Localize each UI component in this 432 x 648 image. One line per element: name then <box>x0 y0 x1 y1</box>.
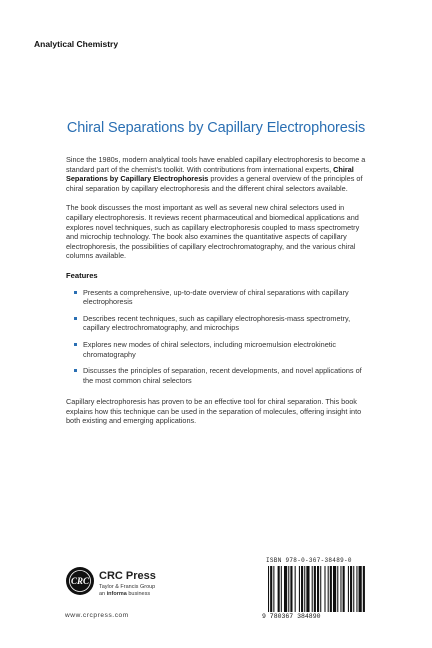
publisher-name: CRC Press <box>99 570 156 582</box>
paragraph-topics: The book discusses the most important as well as several new chiral selectors used in capillary electrophoresis. It reviews recent pharmaceutical and biomedical applications and explores novel techniques, such as capillary electrophoresis coupled to mass spectrometry and microchip technology. The book also examines the quantitative aspects of capillary electrophoresis, the possibilities of capillary electrochromatography, and the various chiral columns available. <box>66 203 360 261</box>
feature-item <box>74 314 368 333</box>
barcode-bar <box>268 566 269 612</box>
bullet-icon <box>74 343 77 346</box>
crc-logo-icon <box>65 566 95 596</box>
barcode-bar <box>333 566 336 612</box>
barcode-bar <box>284 566 287 612</box>
barcode-bar <box>270 566 272 612</box>
barcode-bar <box>340 566 341 612</box>
feature-text: Discusses the principles of separation, recent developments, and novel applications of the most common chiral selectors <box>83 366 362 385</box>
feature-text: Presents a comprehensive, up-to-date overview of chiral separations with capillary electrophoresis <box>83 287 349 307</box>
bullet-icon <box>74 291 77 294</box>
barcode-bar <box>324 566 325 612</box>
feature-text: Describes recent techniques, such as capillary electrophoresis-mass spectrometry, capillary electrochromatography, and microchips <box>83 313 351 333</box>
business-suffix: business <box>128 591 151 597</box>
features-list <box>66 288 368 386</box>
barcode-bar <box>295 566 296 612</box>
barcode-bar <box>330 566 332 612</box>
barcode-bar <box>317 566 319 612</box>
series-name: Analytical Chemistry <box>34 39 119 49</box>
barcode-bar <box>337 566 338 612</box>
business-brand: informa <box>106 591 127 597</box>
isbn-label: ISBN 978-0-367-38489-0 <box>266 557 352 564</box>
business-prefix: an <box>99 591 106 597</box>
barcode-bar <box>278 566 280 612</box>
bullet-icon <box>74 369 77 372</box>
barcode-digits: 9 780367 384890 <box>262 613 321 620</box>
description <box>66 155 368 436</box>
publisher-business <box>99 591 150 597</box>
barcode-bar <box>299 566 300 612</box>
barcode-bar <box>353 566 354 612</box>
barcode-bar <box>312 566 313 612</box>
book-title: Chiral Separations by Capillary Electrophoresis <box>66 120 366 136</box>
publisher-url: www.crcpress.com <box>65 612 129 619</box>
barcode-bar <box>304 566 305 612</box>
intro-text-after: provides a general overview of the principles of chiral separation by capillary electrophoresis and the different chiral selectors available. <box>66 174 363 193</box>
barcode-bar <box>348 566 349 612</box>
features-heading: Features <box>66 270 98 280</box>
feature-item <box>74 288 368 307</box>
barcode-bar <box>363 566 365 612</box>
bullet-icon <box>74 317 77 320</box>
barcode-bar <box>314 566 316 612</box>
barcode-image <box>268 566 366 612</box>
barcode-bar <box>356 566 357 612</box>
barcode-bar <box>328 566 329 612</box>
barcode-bar <box>320 566 321 612</box>
isbn-barcode-block <box>262 557 372 621</box>
logo-letters: CRC <box>70 576 90 587</box>
intro-text-before: Since the 1980s, modern analytical tools have enabled capillary electrophoresis to become a standard part of the chemist’s toolkit. With contributions from international experts, <box>66 155 366 174</box>
barcode-bar <box>288 566 289 612</box>
barcode-bar <box>343 566 345 612</box>
paragraph-intro <box>66 155 368 193</box>
intro-bold-title: Chiral Separations by Capillary Electrophoresis <box>66 164 354 184</box>
feature-item <box>74 366 368 385</box>
paragraph-summary: Capillary electrophoresis has proven to be an effective tool for chiral separation. This book explains how this technique can be used in the separation of molecules, offering insight into both existing and emerging applications. <box>66 397 362 426</box>
publisher-group: Taylor & Francis Group <box>99 584 156 590</box>
barcode-bar <box>281 566 282 612</box>
barcode-bar <box>301 566 303 612</box>
feature-item <box>74 340 368 359</box>
barcode-bar <box>290 566 292 612</box>
feature-text: Explores new modes of chiral selectors, including microemulsion electrokinetic chromatography <box>83 339 337 359</box>
barcode-bar <box>306 566 309 612</box>
barcode-bar <box>359 566 362 612</box>
barcode-bar <box>273 566 274 612</box>
barcode-bar <box>350 566 352 612</box>
